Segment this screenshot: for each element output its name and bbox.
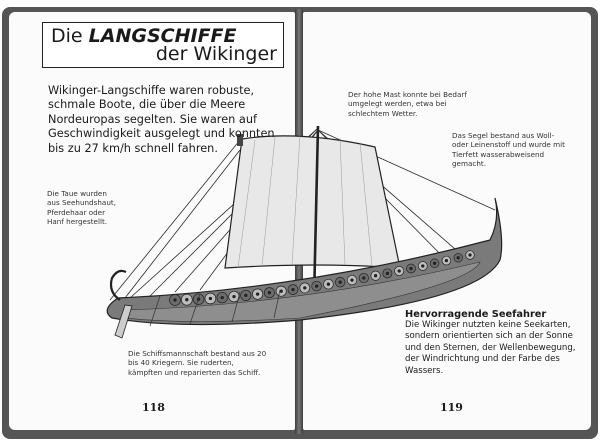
shield-boss [256,293,259,296]
seafarer-section [405,309,583,377]
shield-boss [374,274,377,277]
shield-boss [422,265,425,268]
seafarer-text: Die Wikinger nutzten keine Seekarten, sondern orientierten sich an der Sonne und den Sternen, der Wellenbewegung, der Windrichtung und der Farbe des Wassers. [405,320,576,376]
shield-boss [351,279,354,282]
note-mast: Der hohe Mast konnte bei Bedarf umgelegt werden, etwa bei schlechtem Wetter. [348,90,467,118]
shield-boss [174,299,177,302]
title-prefix: Die [51,25,83,47]
shield-boss [327,283,330,286]
shield-boss [221,296,224,299]
shield-boss [386,272,389,275]
page-number-right: 119 [440,401,463,414]
shield-boss [398,270,401,273]
seafarer-heading: Hervorragende Seefahrer [405,309,547,320]
shield-boss [315,285,318,288]
shield-boss [339,281,342,284]
shield-boss [469,254,472,257]
note-crew: Die Schiffsmannschaft bestand aus 20 bis 40 Kriegern. Sie ruderten, kämpften und reparierten das Schiff. [128,349,267,377]
shield-boss [363,277,366,280]
note-ropes: Die Taue wurden aus Seehundshaut, Pferdehaar oder Hanf hergestellt. [47,189,116,227]
shield-boss [304,287,307,290]
page-number-left: 118 [142,401,165,414]
page-title [42,22,284,68]
intro-text: Wikinger-Langschiffe waren robuste, schmale Boote, die über die Meere Nordeuropas segelten. Sie waren auf Geschwindigkeit ausgelegt und konnten bis zu 27 km/h schnell fahren. [48,84,275,155]
title-line2: der Wikinger [155,43,277,65]
shield-boss [457,257,460,260]
shield-boss [233,295,236,298]
note-sail: Das Segel bestand aus Woll- oder Leinenstoff und wurde mit Tierfett wasserabweisend gemacht. [452,131,565,169]
shield-boss [209,297,212,300]
shield-boss [292,288,295,291]
shield-boss [410,267,413,270]
title-highlight: LANGSCHIFFE [88,25,237,47]
shield-boss [186,298,189,301]
shield-boss [445,259,448,262]
shield-boss [268,291,271,294]
shield-boss [433,262,436,265]
shield-boss [245,294,248,297]
